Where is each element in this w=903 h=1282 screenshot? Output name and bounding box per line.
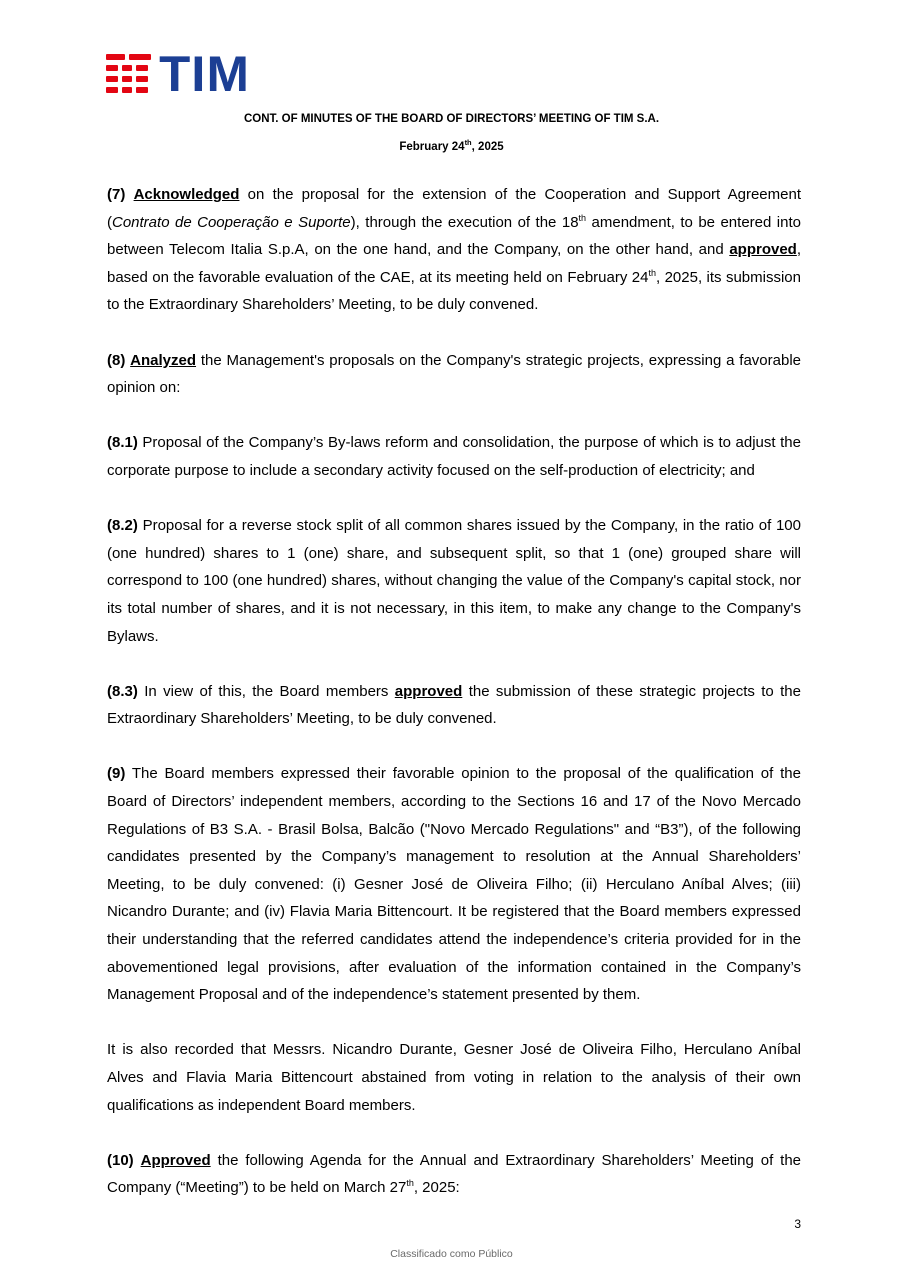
document-title: CONT. OF MINUTES OF THE BOARD OF DIRECTORS’ MEETING OF TIM S.A.	[243, 113, 660, 125]
tim-logo	[106, 46, 250, 102]
item-10: (10) Approved the following Agenda for the Annual and Extraordinary Shareholders’ Meeting of the Company (“Meeting”) to be held on March 27th, 2025:	[107, 1151, 802, 1197]
item-9: (9) The Board members expressed their favorable opinion to the proposal of the qualification of the Board of Directors’ independent members, according to the Sections 16 and 17 of the Novo Mercado Regulations of B3 S.A. - Brasil Bolsa, Balcão ("Novo Mercado Regulations" and “B3”), of the following candidates presented by the Company’s management to resolution at the Annual Shareholders’ Meeting, to be duly convened: (i) Gesner José de Oliveira Filho; (ii) Herculano Aníbal Alves; (iii) Nicandro Durante; and (iv) Flavia Maria Bittencourt. It be registered that the Board members expressed their understanding that the referred candidates attend the independence’s criteria provided for in the abovementioned legal provisions, after evaluation of the information contained in the Company’s Management Proposal and of the independence’s statement presented by them.	[107, 765, 801, 1004]
document-date: February 24th, 2025	[399, 138, 504, 153]
tim-logo-text: TIM	[159, 46, 250, 102]
item-8-3: (8.3) In view of this, the Board members approved the submission of these strategic projects to the Extraordinary Shareholders’ Meeting, to be duly convened.	[107, 682, 801, 728]
page-number: 3	[794, 1217, 801, 1231]
classification-footer: Classificado como Público	[390, 1248, 513, 1260]
minutes-body	[107, 181, 801, 1230]
item-8-2: (8.2) Proposal for a reverse stock split of all common shares issued by the Company, in the ratio of 100 (one hundred) shares to 1 (one) share, and subsequent split, so that 1 (one) grouped share will correspond to 100 (one hundred) shares, without changing the value of the Company's capital stock, nor its total number of shares, and it is not necessary, in this item, to make any change to the Company's Bylaws.	[107, 517, 801, 645]
tim-logo-mark-icon	[106, 54, 154, 94]
item-8: (8) Analyzed the Management's proposals on the Company's strategic projects, expressing a favorable opinion on:	[107, 351, 801, 397]
item-8-1: (8.1) Proposal of the Company’s By-laws reform and consolidation, the purpose of which is to adjust the corporate purpose to include a secondary activity focused on the self-production of electricity; and	[107, 434, 801, 479]
item-7: (7) Acknowledged on the proposal for the extension of the Cooperation and Support Agreement (Contrato de Cooperação e Suporte), through the execution of the 18th amendment, to be entered into between Telecom Italia S.p.A, on the one hand, and the Company, on the other hand, and approved, based on the favorable evaluation of the CAE, at its meeting held on February 24th, 2025, its submission to the Extraordinary Shareholders’ Meeting, to be duly convened.	[107, 186, 801, 314]
abstention-note: It is also recorded that Messrs. Nicandro Durante, Gesner José de Oliveira Filho, Herculano Aníbal Alves and Flavia Maria Bittencourt abstained from voting in relation to the analysis of their own qualifications as independent Board members.	[107, 1041, 801, 1114]
